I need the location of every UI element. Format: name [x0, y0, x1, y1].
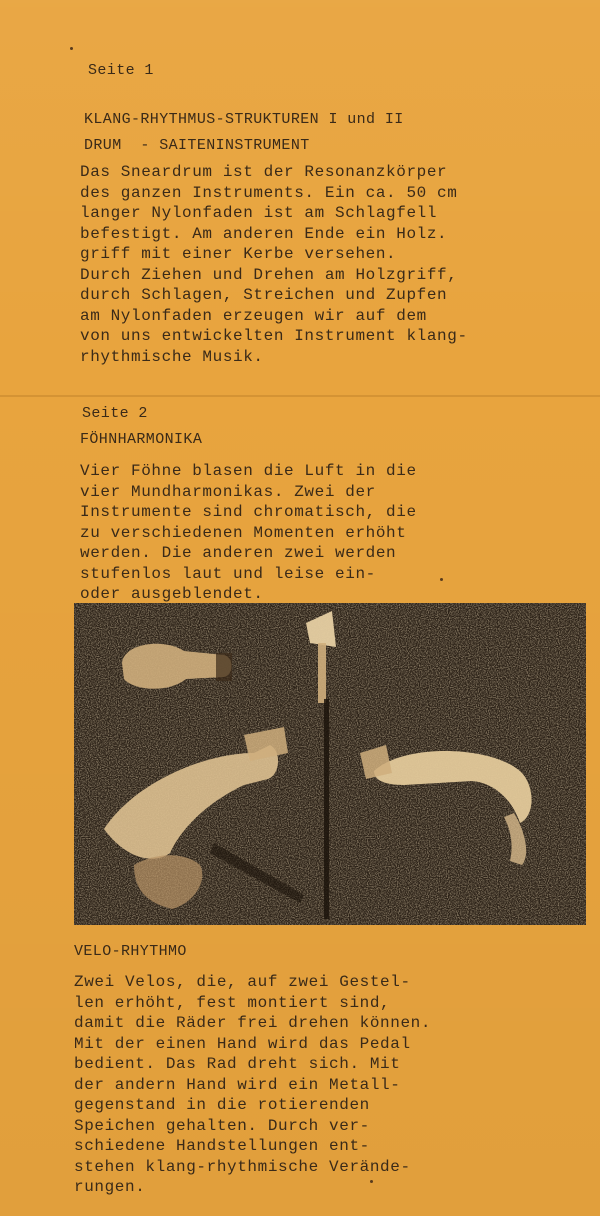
velo-rhythmo-description: Zwei Velos, die, auf zwei Gestel- len erhöht, fest montiert sind, damit die Räder frei drehen können. Mit der einen Hand wird das Pedal bedient. Das Rad dreht sich. Mit der andern Hand wird ein Metall- gegenstand in die rotierenden Speichen gehalten. Durch ver- schiedene Handstellungen ent- stehen klang-rhythmische Verände- rungen. — [74, 973, 432, 1196]
instrument-photo — [74, 603, 586, 925]
foehnharmonika-description: Vier Föhne blasen die Luft in die vier Mundharmonikas. Zwei der Instrumente sind chromatisch, die zu verschiedenen Momenten erhöht werden. Die anderen zwei werden stufenlos laut und leise ein- oder ausgeblendet. — [80, 462, 417, 603]
drum-description: Das Sneardrum ist der Resonanzkörper des ganzen Instruments. Ein ca. 50 cm langer Nylonfaden ist am Schlagfell befestigt. Am anderen Ende ein Holz. griff mit einer Kerbe versehen. Durch Ziehen und Drehen am Holzgriff, durch Schlagen, Streichen und Zupfen am Nylonfaden erzeugen wir auf dem von uns entwickelten Instrument klang- rhythmische Musik. — [80, 163, 468, 366]
page-1-label: Seite 1 — [88, 62, 154, 79]
velo-rhythmo-title: VELO-RHYTHMO — [74, 943, 187, 960]
main-title: KLANG-RHYTHMUS-STRUKTUREN I und II — [84, 111, 404, 128]
page-2-label: Seite 2 — [82, 405, 148, 422]
instrument-photo-drawing — [74, 603, 586, 925]
ink-speck — [440, 578, 443, 581]
fold-line — [0, 395, 600, 397]
ink-speck — [70, 47, 73, 50]
foehnharmonika-title: FÖHNHARMONIKA — [80, 431, 203, 448]
ink-speck — [370, 1180, 373, 1183]
drum-subtitle: DRUM - SAITENINSTRUMENT — [84, 137, 310, 154]
